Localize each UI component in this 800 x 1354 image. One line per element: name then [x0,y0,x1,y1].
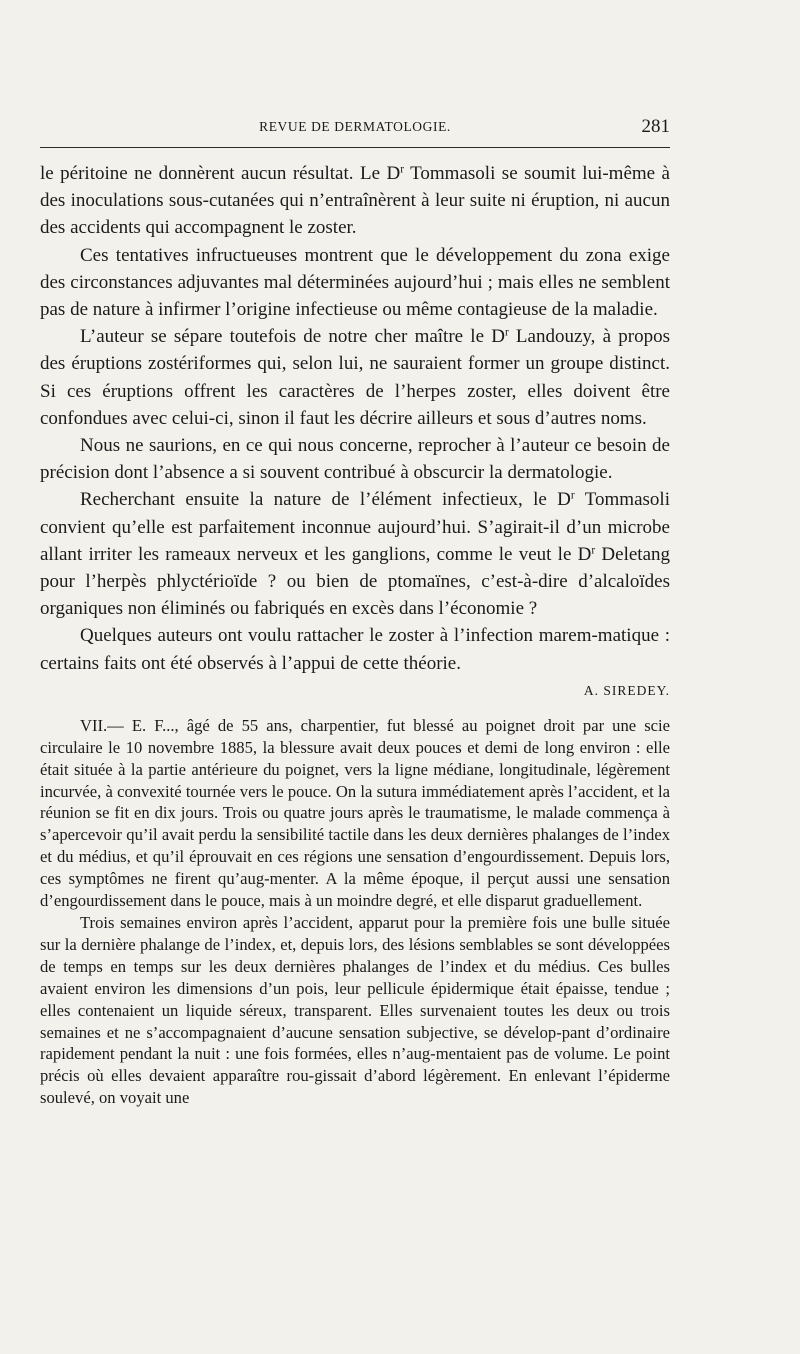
paragraph: Ces tentatives infructueuses montrent que le développement du zona exige des circonstances adjuvantes mal déterminées aujourd’hui ; mais elles ne semblent pas de nature à infirmer l’origine infectieuse ou même contagieuse de la maladie. [40,244,670,321]
paragraph: L’auteur se sépare toutefois de notre cher maître le $D^r$ Landouzy, à propos des éruptions zostériformes qui, selon lui, ne sauraient former un groupe distinct. Si ces éruptions offrent les caractères de l’herpes zoster, elles doivent être confondues avec celui-ci, sinon il faut les décrire ailleurs et sous d’autres noms. [40,326,670,429]
page-body [40,160,670,1109]
review-text [40,160,670,677]
running-header [40,115,670,145]
paragraph: Recherchant ensuite la nature de l’élément infectieux, le $D^r$ Tommasoli convient qu’elle est parfaitement inconnue aujourd’hui. S’agirait-il d’un microbe allant irriter les rameaux nerveux et les ganglions, comme le veut le $D^r$ Deletang pour l’herpès phlyctérioïde ? ou bien de ptomaïnes, c’est-à-dire d’alcaloïdes organiques non éliminés ou fabriqués en excès dans l’économie ? [40,489,670,620]
running-title: REVUE DE DERMATOLOGIE. [259,119,451,134]
paragraph: Nous ne saurions, en ce qui nous concerne, reprocher à l’auteur ce besoin de précision dont l’absence a si souvent contribué à obscurcir la dermatologie. [40,435,670,484]
paragraph: Quelques auteurs ont voulu rattacher le zoster à l’infection marem-matique : certains faits ont été observés à l’appui de cette théorie. [40,625,670,674]
page-number: 281 [641,116,670,137]
author-signature: A. SIREDEY. [583,682,670,698]
paragraph: le péritoine ne donnèrent aucun résultat. Le $D^r$ Tommasoli se soumit lui-même à des inoculations sous-cutanées qui n’entraînèrent à leur suite ni éruption, ni aucun des accidents qui accompagnent le zoster. [40,163,670,239]
paragraph: VII.— E. F..., âgé de 55 ans, charpentier, fut blessé au poignet droit par une scie circulaire le 10 novembre 1885, la blessure avait deux pouces et demi de long environ : elle était située à la partie antérieure du poignet, vers la ligne médiane, longitudinale, légèrement incurvée, à convexité tournée vers le pouce. On la sutura immédiatement après l’accident, et la réunion se fit en dix jours. Trois ou quatre jours après le traumatisme, le malade commença à s’apercevoir qu’il avait perdu la sensibilité tactile dans les deux dernières phalanges de l’index et du médius, et qu’il éprouvait en ces régions une sensation d’engourdissement. Depuis lors, ces symptômes ne firent qu’aug-menter. A la même époque, il perçut aussi une sensation d’engourdissement dans le pouce, mais à un moindre degré, et elle disparut graduellement. [40,715,670,911]
case-report [40,715,670,1109]
header-rule [40,147,670,148]
paragraph: Trois semaines environ après l’accident, apparut pour la première fois une bulle située sur la dernière phalange de l’index, et, depuis lors, des lésions semblables se sont développées de temps en temps sur les deux dernières phalanges de l’index et du médius. Ces bulles avaient environ les dimensions d’un pois, leur pellicule épidermique était épaisse, tendue ; elles contenaient un liquide séreux, transparent. Elles survenaient toutes les deux ou trois semaines et ne s’accompagnaient d’aucune sensation subjective, se dévelop-pant d’ordinaire rapidement pendant la nuit : une fois formées, elles n’aug-mentaient pas de volume. Le point précis où elles devaient apparaître rou-gissait d’abord légèrement. En enlevant l’épiderme soulevé, on voyait une [40,913,670,1108]
